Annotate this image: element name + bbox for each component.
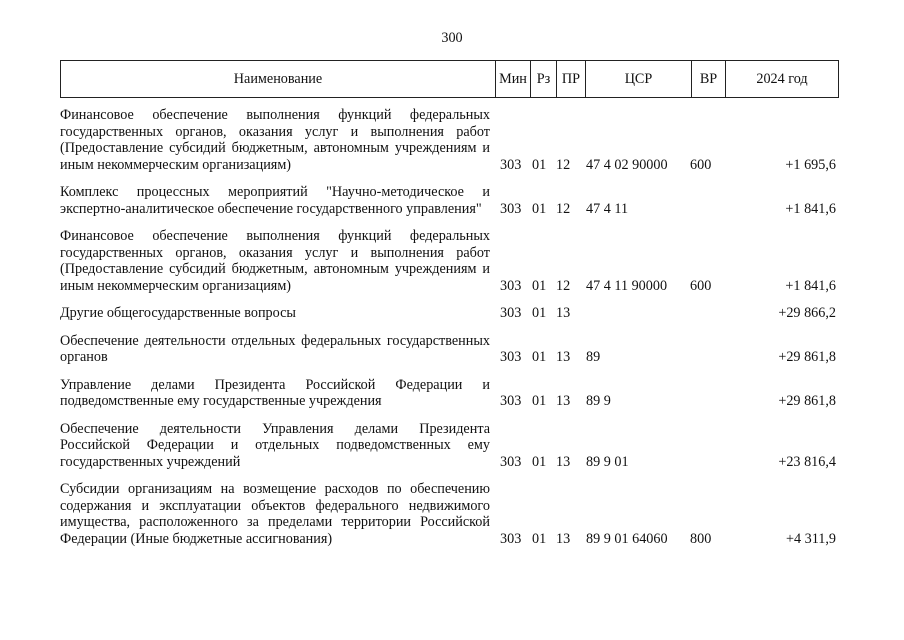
row-amount: +29 866,2 [778, 305, 836, 321]
row-pr: 12 [556, 156, 571, 173]
row-rz: 01 [532, 530, 547, 547]
row-csr: 47 4 11 90000 [586, 277, 668, 294]
table-row [60, 481, 838, 547]
row-vr: 600 [690, 156, 712, 173]
row-name: Обеспечение деятельности Управления делами Президента Российской Федерации и отдельных подведомственных ему государственных учреждений [60, 420, 490, 470]
row-amount: +1 841,6 [785, 277, 836, 294]
header-name: Наименование [61, 61, 496, 97]
row-min: 303 [500, 393, 522, 409]
row-name: Комплекс процессных мероприятий "Научно-методическое и экспертно-аналитическое обеспечение государственного управления" [60, 184, 490, 217]
row-csr: 89 9 [586, 393, 611, 409]
header-csr: ЦСР [586, 61, 692, 97]
header-year: 2024 год [726, 61, 839, 97]
table-row [60, 107, 838, 173]
table-row [60, 333, 838, 366]
row-amount: +4 311,9 [785, 530, 836, 547]
row-csr: 89 9 01 64060 [586, 530, 668, 547]
row-rz: 01 [532, 453, 547, 470]
row-min: 303 [500, 200, 522, 217]
row-pr: 12 [556, 277, 571, 294]
header-pr: ПР [557, 61, 586, 97]
row-amount: +1 841,6 [785, 200, 836, 217]
row-csr: 47 4 11 [586, 200, 629, 217]
row-pr: 13 [556, 305, 571, 321]
table-header [60, 60, 839, 98]
row-csr: 89 9 01 [586, 453, 629, 470]
row-min: 303 [500, 305, 522, 321]
row-name: Финансовое обеспечение выполнения функций федеральных государственных органов, оказания услуг и выполнения работ (Предоставление субсидий бюджетным, автономным учреждениям и иным некоммерческим организациям) [60, 228, 490, 294]
row-min: 303 [500, 277, 522, 294]
row-min: 303 [500, 530, 522, 547]
row-pr: 13 [556, 530, 571, 547]
header-min: Мин [496, 61, 531, 97]
header-rz: Рз [531, 61, 557, 97]
row-rz: 01 [532, 305, 547, 321]
row-rz: 01 [532, 349, 547, 365]
row-rz: 01 [532, 277, 547, 294]
table-row [60, 377, 838, 410]
row-amount: +29 861,8 [778, 349, 836, 365]
row-name: Обеспечение деятельности отдельных федеральных государственных органов [60, 332, 490, 365]
row-vr: 600 [690, 277, 712, 294]
row-min: 303 [500, 156, 522, 173]
table-row [60, 305, 838, 322]
row-pr: 13 [556, 349, 571, 365]
row-rz: 01 [532, 200, 547, 217]
header-vr: ВР [692, 61, 726, 97]
row-pr: 13 [556, 393, 571, 409]
row-min: 303 [500, 453, 522, 470]
table-row [60, 228, 838, 294]
row-name: Субсидии организациям на возмещение расходов по обеспечению содержания и эксплуатации объектов федерального недвижимого имущества, расположенного за пределами территории Российской Федерации (Иные бюджетные ассигнования) [60, 481, 490, 547]
table-body [60, 107, 838, 558]
table-row [60, 421, 838, 471]
row-amount: +1 695,6 [785, 156, 836, 173]
row-rz: 01 [532, 393, 547, 409]
row-pr: 12 [556, 200, 571, 217]
row-pr: 13 [556, 453, 571, 470]
row-vr: 800 [690, 530, 712, 547]
row-min: 303 [500, 349, 522, 365]
row-csr: 47 4 02 90000 [586, 156, 668, 173]
row-name: Другие общегосударственные вопросы [60, 305, 296, 321]
page-number: 300 [441, 30, 463, 46]
table-row [60, 184, 838, 217]
row-csr: 89 [586, 349, 601, 365]
row-amount: +29 861,8 [778, 393, 836, 409]
row-name: Управление делами Президента Российской Федерации и подведомственные ему государственные учреждения [60, 376, 490, 409]
row-amount: +23 816,4 [778, 453, 836, 470]
row-name: Финансовое обеспечение выполнения функций федеральных государственных органов, оказания услуг и выполнения работ (Предоставление субсидий бюджетным, автономным учреждениям и иным некоммерческим организациям) [60, 107, 490, 173]
row-rz: 01 [532, 156, 547, 173]
